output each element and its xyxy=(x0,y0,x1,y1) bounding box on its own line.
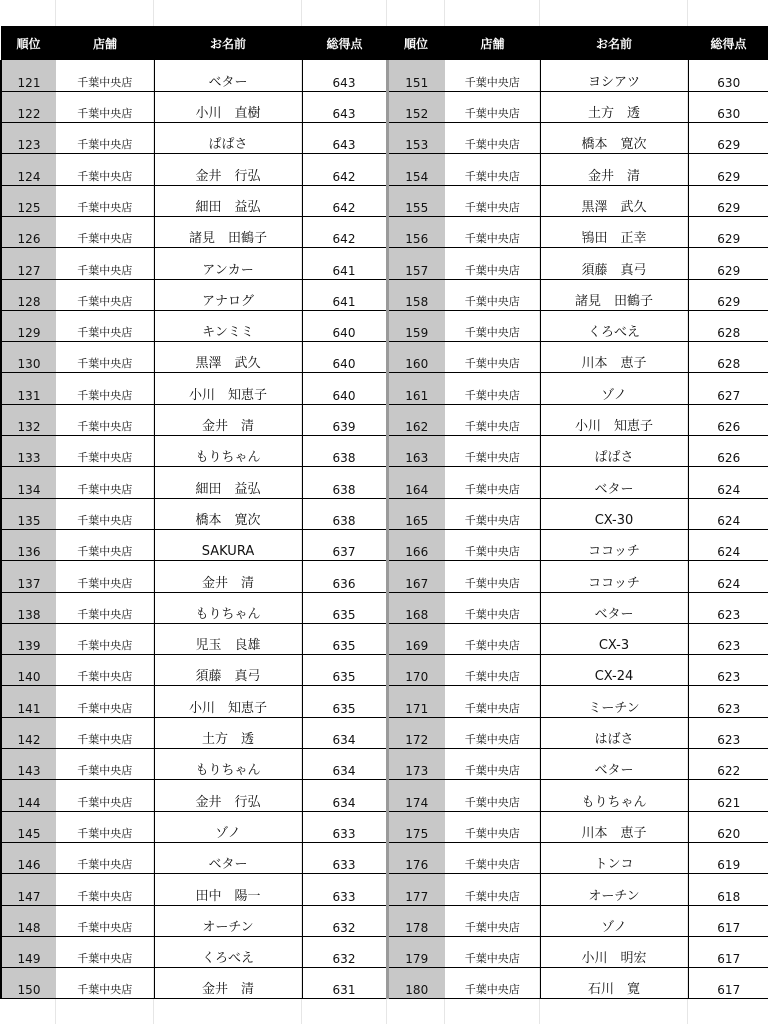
name-cell: ぱぱさ xyxy=(540,436,688,467)
score-cell: 623 xyxy=(688,592,768,623)
name-cell: 小川 知恵子 xyxy=(154,373,302,404)
store-cell: 千葉中央店 xyxy=(56,498,154,529)
store-cell: 千葉中央店 xyxy=(445,123,540,154)
rank-cell: 180 xyxy=(387,968,445,999)
rank-cell: 128 xyxy=(1,279,56,310)
store-cell: 千葉中央店 xyxy=(56,185,154,216)
store-cell: 千葉中央店 xyxy=(445,216,540,247)
score-cell: 640 xyxy=(302,310,387,341)
store-cell: 千葉中央店 xyxy=(56,60,154,91)
store-cell: 千葉中央店 xyxy=(56,842,154,873)
name-cell: ぱぱさ xyxy=(154,123,302,154)
name-cell: 諸見 田鶴子 xyxy=(540,279,688,310)
table-row xyxy=(1,60,768,91)
store-cell: 千葉中央店 xyxy=(445,498,540,529)
store-cell: 千葉中央店 xyxy=(56,717,154,748)
score-cell: 617 xyxy=(688,905,768,936)
name-cell: トンコ xyxy=(540,842,688,873)
score-cell: 638 xyxy=(302,436,387,467)
store-cell: 千葉中央店 xyxy=(445,936,540,967)
name-cell: 児玉 良雄 xyxy=(154,623,302,654)
table-row xyxy=(1,686,768,717)
store-cell: 千葉中央店 xyxy=(56,467,154,498)
name-cell: ベター xyxy=(540,467,688,498)
name-cell: ゾノ xyxy=(540,373,688,404)
rank-cell: 174 xyxy=(387,780,445,811)
store-cell: 千葉中央店 xyxy=(56,342,154,373)
score-cell: 633 xyxy=(302,811,387,842)
score-cell: 634 xyxy=(302,749,387,780)
name-cell: ココッチ xyxy=(540,529,688,560)
rank-cell: 121 xyxy=(1,60,56,91)
store-cell: 千葉中央店 xyxy=(445,529,540,560)
table-row xyxy=(1,279,768,310)
store-cell: 千葉中央店 xyxy=(445,780,540,811)
score-cell: 640 xyxy=(302,342,387,373)
rank-cell: 137 xyxy=(1,561,56,592)
header-store: 店舗 xyxy=(56,26,154,60)
name-cell: ベター xyxy=(154,60,302,91)
rank-cell: 170 xyxy=(387,655,445,686)
score-cell: 624 xyxy=(688,467,768,498)
name-cell: はばさ xyxy=(540,717,688,748)
score-cell: 628 xyxy=(688,310,768,341)
score-cell: 621 xyxy=(688,780,768,811)
score-cell: 642 xyxy=(302,185,387,216)
name-cell: 金井 清 xyxy=(154,404,302,435)
rank-cell: 148 xyxy=(1,905,56,936)
name-cell: CX-30 xyxy=(540,498,688,529)
table-row xyxy=(1,310,768,341)
name-cell: 細田 益弘 xyxy=(154,185,302,216)
store-cell: 千葉中央店 xyxy=(445,905,540,936)
table-row xyxy=(1,936,768,967)
name-cell: アナログ xyxy=(154,279,302,310)
score-cell: 630 xyxy=(688,60,768,91)
score-cell: 626 xyxy=(688,404,768,435)
name-cell: 川本 恵子 xyxy=(540,342,688,373)
score-cell: 624 xyxy=(688,561,768,592)
table-row xyxy=(1,968,768,999)
rank-cell: 178 xyxy=(387,905,445,936)
rank-cell: 124 xyxy=(1,154,56,185)
store-cell: 千葉中央店 xyxy=(445,592,540,623)
table-row xyxy=(1,780,768,811)
rank-cell: 159 xyxy=(387,310,445,341)
rank-cell: 130 xyxy=(1,342,56,373)
name-cell: ヨシアツ xyxy=(540,60,688,91)
score-cell: 631 xyxy=(302,968,387,999)
rank-cell: 132 xyxy=(1,404,56,435)
store-cell: 千葉中央店 xyxy=(445,686,540,717)
table-row xyxy=(1,592,768,623)
table-row xyxy=(1,874,768,905)
table-row xyxy=(1,123,768,154)
rank-cell: 156 xyxy=(387,216,445,247)
rank-cell: 166 xyxy=(387,529,445,560)
name-cell: 須藤 真弓 xyxy=(540,248,688,279)
name-cell: 諸見 田鶴子 xyxy=(154,216,302,247)
header-rank: 順位 xyxy=(1,26,56,60)
name-cell: もりちゃん xyxy=(540,780,688,811)
score-cell: 630 xyxy=(688,91,768,122)
rank-cell: 173 xyxy=(387,749,445,780)
score-cell: 639 xyxy=(302,404,387,435)
name-cell: 金井 清 xyxy=(154,968,302,999)
table-row xyxy=(1,561,768,592)
store-cell: 千葉中央店 xyxy=(56,968,154,999)
score-cell: 637 xyxy=(302,529,387,560)
score-cell: 629 xyxy=(688,185,768,216)
name-cell: 鴇田 正幸 xyxy=(540,216,688,247)
rank-cell: 175 xyxy=(387,811,445,842)
store-cell: 千葉中央店 xyxy=(56,154,154,185)
name-cell: もりちゃん xyxy=(154,592,302,623)
name-cell: 土方 透 xyxy=(154,717,302,748)
table-row xyxy=(1,342,768,373)
rank-cell: 160 xyxy=(387,342,445,373)
store-cell: 千葉中央店 xyxy=(56,905,154,936)
name-cell: 小川 直樹 xyxy=(154,91,302,122)
score-cell: 624 xyxy=(688,498,768,529)
score-cell: 623 xyxy=(688,717,768,748)
store-cell: 千葉中央店 xyxy=(56,561,154,592)
rank-cell: 179 xyxy=(387,936,445,967)
score-cell: 638 xyxy=(302,467,387,498)
rank-cell: 143 xyxy=(1,749,56,780)
rank-cell: 151 xyxy=(387,60,445,91)
score-cell: 626 xyxy=(688,436,768,467)
score-cell: 629 xyxy=(688,123,768,154)
rank-cell: 140 xyxy=(1,655,56,686)
store-cell: 千葉中央店 xyxy=(445,655,540,686)
store-cell: 千葉中央店 xyxy=(445,248,540,279)
name-cell: ゾノ xyxy=(540,905,688,936)
table-row xyxy=(1,248,768,279)
rank-cell: 161 xyxy=(387,373,445,404)
score-cell: 635 xyxy=(302,623,387,654)
rank-cell: 172 xyxy=(387,717,445,748)
rank-cell: 171 xyxy=(387,686,445,717)
store-cell: 千葉中央店 xyxy=(56,686,154,717)
name-cell: 小川 知恵子 xyxy=(154,686,302,717)
store-cell: 千葉中央店 xyxy=(445,404,540,435)
store-cell: 千葉中央店 xyxy=(445,342,540,373)
name-cell: オーチン xyxy=(540,874,688,905)
table-row xyxy=(1,842,768,873)
rank-cell: 150 xyxy=(1,968,56,999)
name-cell: 細田 益弘 xyxy=(154,467,302,498)
header-rank: 順位 xyxy=(387,26,445,60)
name-cell: 小川 知恵子 xyxy=(540,404,688,435)
score-cell: 643 xyxy=(302,60,387,91)
rank-cell: 123 xyxy=(1,123,56,154)
name-cell: ココッチ xyxy=(540,561,688,592)
name-cell: オーチン xyxy=(154,905,302,936)
rank-cell: 163 xyxy=(387,436,445,467)
score-cell: 633 xyxy=(302,874,387,905)
rank-cell: 168 xyxy=(387,592,445,623)
score-cell: 638 xyxy=(302,498,387,529)
score-cell: 641 xyxy=(302,248,387,279)
score-cell: 617 xyxy=(688,968,768,999)
name-cell: SAKURA xyxy=(154,529,302,560)
store-cell: 千葉中央店 xyxy=(445,60,540,91)
score-cell: 635 xyxy=(302,655,387,686)
name-cell: 金井 清 xyxy=(154,561,302,592)
name-cell: 須藤 真弓 xyxy=(154,655,302,686)
rank-cell: 167 xyxy=(387,561,445,592)
table-row xyxy=(1,404,768,435)
store-cell: 千葉中央店 xyxy=(56,749,154,780)
score-cell: 628 xyxy=(688,342,768,373)
name-cell: 川本 恵子 xyxy=(540,811,688,842)
header-score: 総得点 xyxy=(302,26,387,60)
score-cell: 627 xyxy=(688,373,768,404)
rank-cell: 122 xyxy=(1,91,56,122)
table-row xyxy=(1,717,768,748)
table-row xyxy=(1,811,768,842)
store-cell: 千葉中央店 xyxy=(445,717,540,748)
rank-cell: 152 xyxy=(387,91,445,122)
rank-cell: 162 xyxy=(387,404,445,435)
name-cell: 橋本 寛次 xyxy=(154,498,302,529)
score-cell: 622 xyxy=(688,749,768,780)
rank-cell: 136 xyxy=(1,529,56,560)
rank-cell: 146 xyxy=(1,842,56,873)
score-cell: 632 xyxy=(302,936,387,967)
rank-cell: 154 xyxy=(387,154,445,185)
store-cell: 千葉中央店 xyxy=(445,436,540,467)
rank-cell: 144 xyxy=(1,780,56,811)
name-cell: ベター xyxy=(540,592,688,623)
name-cell: 橋本 寛次 xyxy=(540,123,688,154)
table-row xyxy=(1,529,768,560)
store-cell: 千葉中央店 xyxy=(56,216,154,247)
name-cell: 小川 明宏 xyxy=(540,936,688,967)
header-name: お名前 xyxy=(540,26,688,60)
name-cell: ゾノ xyxy=(154,811,302,842)
store-cell: 千葉中央店 xyxy=(445,968,540,999)
rank-cell: 157 xyxy=(387,248,445,279)
score-cell: 629 xyxy=(688,248,768,279)
score-cell: 623 xyxy=(688,655,768,686)
rank-cell: 129 xyxy=(1,310,56,341)
score-cell: 617 xyxy=(688,936,768,967)
score-cell: 632 xyxy=(302,905,387,936)
store-cell: 千葉中央店 xyxy=(445,749,540,780)
store-cell: 千葉中央店 xyxy=(445,811,540,842)
store-cell: 千葉中央店 xyxy=(56,592,154,623)
score-cell: 634 xyxy=(302,780,387,811)
table-row xyxy=(1,623,768,654)
store-cell: 千葉中央店 xyxy=(56,780,154,811)
table-row xyxy=(1,749,768,780)
store-cell: 千葉中央店 xyxy=(445,154,540,185)
score-cell: 629 xyxy=(688,279,768,310)
name-cell: CX-24 xyxy=(540,655,688,686)
table-row xyxy=(1,498,768,529)
header-name: お名前 xyxy=(154,26,302,60)
score-cell: 635 xyxy=(302,686,387,717)
name-cell: もりちゃん xyxy=(154,436,302,467)
name-cell: くろべえ xyxy=(154,936,302,967)
name-cell: 黒澤 武久 xyxy=(154,342,302,373)
store-cell: 千葉中央店 xyxy=(445,561,540,592)
rank-cell: 125 xyxy=(1,185,56,216)
store-cell: 千葉中央店 xyxy=(56,874,154,905)
score-cell: 642 xyxy=(302,216,387,247)
store-cell: 千葉中央店 xyxy=(56,279,154,310)
store-cell: 千葉中央店 xyxy=(445,874,540,905)
score-cell: 618 xyxy=(688,874,768,905)
store-cell: 千葉中央店 xyxy=(445,310,540,341)
score-cell: 640 xyxy=(302,373,387,404)
rank-cell: 138 xyxy=(1,592,56,623)
name-cell: 黒澤 武久 xyxy=(540,185,688,216)
store-cell: 千葉中央店 xyxy=(445,373,540,404)
score-cell: 643 xyxy=(302,91,387,122)
rank-cell: 142 xyxy=(1,717,56,748)
name-cell: 田中 陽一 xyxy=(154,874,302,905)
name-cell: キンミミ xyxy=(154,310,302,341)
store-cell: 千葉中央店 xyxy=(56,811,154,842)
store-cell: 千葉中央店 xyxy=(445,91,540,122)
store-cell: 千葉中央店 xyxy=(56,91,154,122)
store-cell: 千葉中央店 xyxy=(56,248,154,279)
header-score: 総得点 xyxy=(688,26,768,60)
name-cell: 石川 寛 xyxy=(540,968,688,999)
store-cell: 千葉中央店 xyxy=(56,655,154,686)
store-cell: 千葉中央店 xyxy=(56,404,154,435)
score-cell: 643 xyxy=(302,123,387,154)
table-row xyxy=(1,154,768,185)
store-cell: 千葉中央店 xyxy=(56,310,154,341)
header-store: 店舗 xyxy=(445,26,540,60)
name-cell: 金井 行弘 xyxy=(154,154,302,185)
score-cell: 633 xyxy=(302,842,387,873)
score-cell: 635 xyxy=(302,592,387,623)
name-cell: CX-3 xyxy=(540,623,688,654)
store-cell: 千葉中央店 xyxy=(56,373,154,404)
rank-cell: 176 xyxy=(387,842,445,873)
store-cell: 千葉中央店 xyxy=(445,279,540,310)
rank-cell: 158 xyxy=(387,279,445,310)
table-row xyxy=(1,467,768,498)
score-cell: 636 xyxy=(302,561,387,592)
name-cell: ベター xyxy=(154,842,302,873)
score-cell: 641 xyxy=(302,279,387,310)
name-cell: 金井 行弘 xyxy=(154,780,302,811)
rank-cell: 133 xyxy=(1,436,56,467)
rank-cell: 131 xyxy=(1,373,56,404)
store-cell: 千葉中央店 xyxy=(56,936,154,967)
score-cell: 620 xyxy=(688,811,768,842)
ranking-table xyxy=(0,26,768,999)
table-row xyxy=(1,655,768,686)
table-row xyxy=(1,436,768,467)
table-row xyxy=(1,185,768,216)
score-cell: 623 xyxy=(688,623,768,654)
rank-cell: 134 xyxy=(1,467,56,498)
rank-cell: 145 xyxy=(1,811,56,842)
name-cell: 金井 清 xyxy=(540,154,688,185)
table-row xyxy=(1,905,768,936)
score-cell: 629 xyxy=(688,216,768,247)
rank-cell: 135 xyxy=(1,498,56,529)
score-cell: 624 xyxy=(688,529,768,560)
score-cell: 619 xyxy=(688,842,768,873)
table-row xyxy=(1,373,768,404)
rank-cell: 155 xyxy=(387,185,445,216)
rank-cell: 141 xyxy=(1,686,56,717)
name-cell: くろべえ xyxy=(540,310,688,341)
store-cell: 千葉中央店 xyxy=(56,123,154,154)
score-cell: 629 xyxy=(688,154,768,185)
score-cell: 623 xyxy=(688,686,768,717)
store-cell: 千葉中央店 xyxy=(445,185,540,216)
score-cell: 642 xyxy=(302,154,387,185)
rank-cell: 147 xyxy=(1,874,56,905)
store-cell: 千葉中央店 xyxy=(445,842,540,873)
store-cell: 千葉中央店 xyxy=(445,467,540,498)
rank-cell: 165 xyxy=(387,498,445,529)
rank-cell: 139 xyxy=(1,623,56,654)
name-cell: 土方 透 xyxy=(540,91,688,122)
name-cell: ベター xyxy=(540,749,688,780)
rank-cell: 149 xyxy=(1,936,56,967)
store-cell: 千葉中央店 xyxy=(56,436,154,467)
rank-cell: 164 xyxy=(387,467,445,498)
store-cell: 千葉中央店 xyxy=(56,529,154,560)
rank-cell: 153 xyxy=(387,123,445,154)
rank-cell: 127 xyxy=(1,248,56,279)
name-cell: ミーチン xyxy=(540,686,688,717)
rank-cell: 126 xyxy=(1,216,56,247)
table-header-row xyxy=(1,26,768,60)
score-cell: 634 xyxy=(302,717,387,748)
store-cell: 千葉中央店 xyxy=(56,623,154,654)
name-cell: アンカー xyxy=(154,248,302,279)
table-row xyxy=(1,216,768,247)
rank-cell: 177 xyxy=(387,874,445,905)
name-cell: もりちゃん xyxy=(154,749,302,780)
store-cell: 千葉中央店 xyxy=(445,623,540,654)
rank-cell: 169 xyxy=(387,623,445,654)
table-row xyxy=(1,91,768,122)
